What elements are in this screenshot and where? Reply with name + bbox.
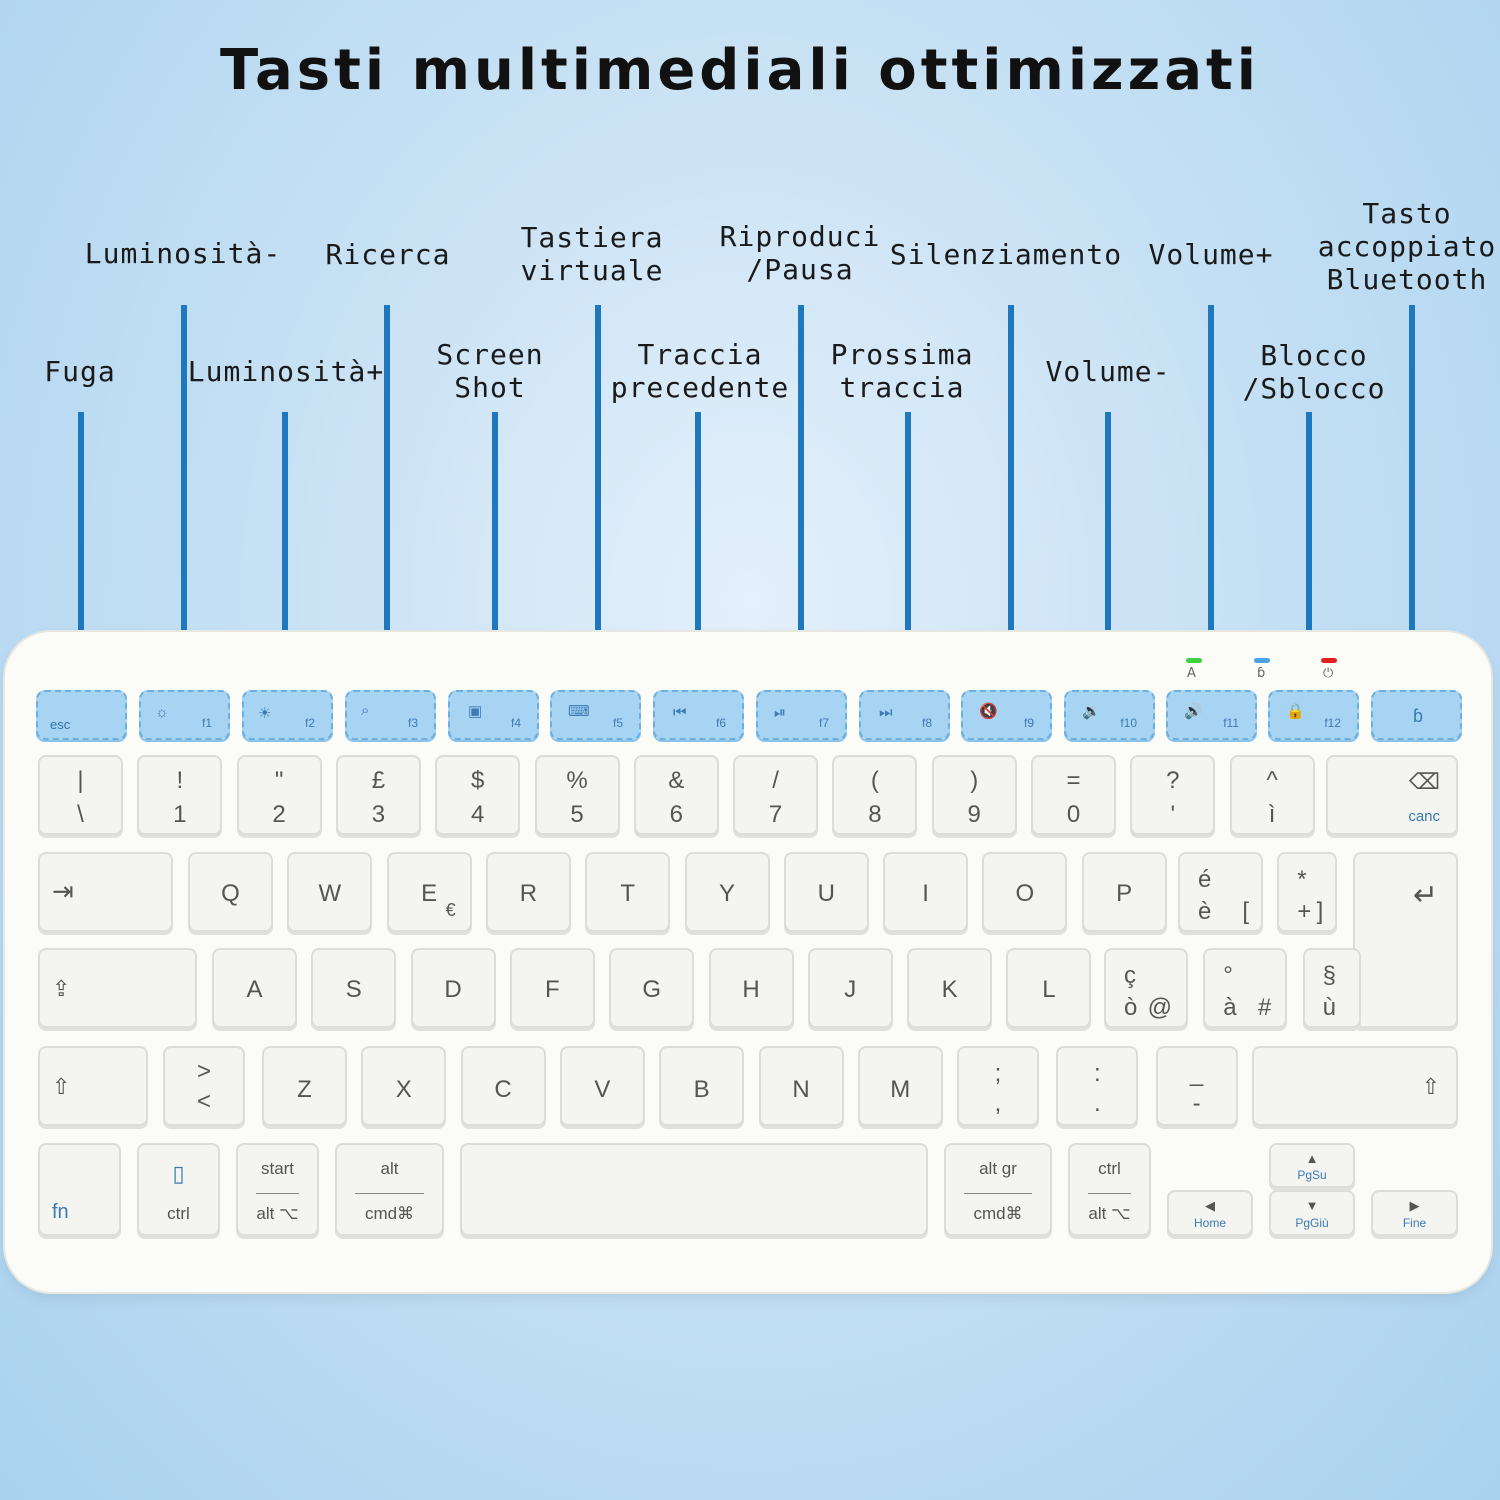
key-legend: € [445,900,456,920]
power-led-icon: ⏻ [1323,666,1334,681]
key-legend: 6 [669,801,683,828]
key-legend: U [817,880,835,907]
key-legend: 8 [868,801,882,828]
label-silenziamento: Silenziamento [889,238,1123,271]
key-f3[interactable]: ⌕ f3 [345,690,436,740]
key-letter[interactable] [262,1046,347,1126]
key-legend: ì [1268,801,1276,828]
key-symbol[interactable] [1056,1046,1138,1126]
key-letter[interactable] [585,852,670,932]
shift-icon: ⇧ [52,1074,71,1099]
key-home[interactable]: ◀ Home [1167,1190,1253,1236]
key-letter[interactable] [1006,948,1091,1028]
key-legend: 5 [570,801,584,828]
page-title: Tasti multimediali ottimizzati [220,38,1260,103]
key-letter[interactable] [560,1046,645,1126]
keyboard-icon: ⌨ [568,703,590,720]
label-volume-minus: Volume- [1045,355,1171,388]
label-traccia-precedente: Traccia precedente [610,338,790,404]
key-legend: ç [1124,962,1136,989]
key-legend: ! [176,767,184,794]
key-legend: - [1192,1090,1201,1117]
key-legend: + [1297,898,1312,925]
key-legend: ] [1316,898,1324,925]
key-f10[interactable]: 🔉 f10 [1064,690,1155,740]
key-legend: 2 [272,801,286,828]
key-legend: 4 [471,801,485,828]
key-angle-brackets[interactable]: > < [163,1046,245,1126]
label-bluetooth: Tasto accoppiato Bluetooth [1317,197,1497,296]
brightness-down-icon: ☼ [155,704,169,721]
key-space[interactable] [460,1143,928,1236]
key-legend: ) [970,767,979,794]
key-legend: ù [1322,994,1336,1021]
key-number[interactable] [38,755,123,835]
arrow-right-icon: ▶ [1409,1198,1420,1213]
key-legend: ^ [1266,767,1278,794]
key-legend: § [1322,962,1336,989]
caps-led [1186,658,1202,663]
key-legend: _ [1189,1060,1204,1087]
key-legend: : [1093,1060,1101,1087]
key-number[interactable] [237,755,322,835]
key-ctrl[interactable]: ▯ ctrl [137,1143,220,1236]
key-start-alt[interactable]: start alt ⌥ [236,1143,319,1236]
key-legend: N [792,1076,810,1103]
key-legend: D [444,976,462,1003]
key-ctrl-alt-right[interactable]: ctrl alt ⌥ [1068,1143,1151,1236]
bluetooth-icon: ɓ [1413,706,1424,726]
key-f6[interactable]: ⏮ f6 [653,690,744,740]
label-prossima-traccia: Prossima traccia [830,338,974,404]
key-legend: C [494,1076,512,1103]
key-altgr-cmd[interactable]: alt gr cmd⌘ [944,1143,1052,1236]
key-legend: S [345,976,362,1003]
key-legend: 9 [967,801,981,828]
key-letter[interactable] [287,852,372,932]
caps-lock-icon: ⇪ [52,976,71,1001]
key-letter[interactable] [387,852,472,932]
label-tastiera-virtuale: Tastiera virtuale [520,221,664,287]
key-right-shift[interactable] [1252,1046,1458,1126]
key-number[interactable] [1031,755,1116,835]
key-enter[interactable] [1353,852,1458,1028]
key-f4[interactable]: ▣ f4 [448,690,539,740]
key-legend: | [77,767,84,794]
key-number[interactable] [137,755,222,835]
key-legend: = [1066,767,1081,794]
key-letter[interactable] [685,852,770,932]
bluetooth-led [1254,658,1270,663]
key-letter[interactable] [784,852,869,932]
label-blocco-sblocco: Blocco /Sblocco [1242,339,1386,405]
key-legend: 3 [371,801,386,828]
label-ricerca: Ricerca [325,238,451,271]
key-legend: 1 [173,801,187,828]
key-number[interactable] [1130,755,1215,835]
key-fine[interactable]: ▶ Fine [1371,1190,1458,1236]
key-letter[interactable] [411,948,496,1028]
label-luminosita-minus: Luminosità- [84,237,282,270]
bluetooth-led-icon: ɓ [1257,666,1266,681]
caps-led-icon: A [1187,666,1196,681]
key-letter[interactable] [311,948,396,1028]
key-pgsu[interactable]: ▲ PgSu [1269,1143,1355,1188]
key-esc[interactable]: esc [36,690,127,740]
shift-icon: ⇧ [1421,1074,1440,1099]
key-legend: . [1093,1090,1101,1117]
key-legend: \ [77,801,84,828]
key-number[interactable] [1230,755,1315,835]
key-legend: M [890,1076,911,1103]
key-fn[interactable]: fn [38,1143,121,1236]
brightness-up-icon: ☀ [258,705,272,722]
key-letter[interactable] [808,948,893,1028]
lock-icon: 🔒 [1286,703,1305,720]
key-letter[interactable] [709,948,794,1028]
key-symbol[interactable] [957,1046,1039,1126]
key-f1[interactable]: ☼ f1 [139,690,230,740]
key-f5[interactable]: ⌨ f5 [550,690,641,740]
key-left-shift[interactable] [38,1046,148,1126]
tab-icon: ⇥ [52,876,74,906]
screenshot-icon: ▣ [468,703,483,720]
key-number[interactable] [535,755,620,835]
key-legend: H [742,976,760,1003]
key-symbol[interactable] [1104,948,1188,1028]
arrow-down-icon: ▼ [1305,1198,1319,1213]
key-f8[interactable]: ⏭ f8 [859,690,950,740]
key-legend: & [668,767,685,794]
key-number[interactable] [634,755,719,835]
key-legend: R [519,880,538,907]
key-pggiu[interactable]: ▼ PgGiù [1269,1190,1355,1236]
label-fuga: Fuga [44,355,116,388]
key-legend: V [594,1076,611,1103]
key-legend: / [772,767,779,794]
volume-down-icon: 🔉 [1082,703,1101,720]
key-symbol[interactable] [1203,948,1287,1028]
key-number[interactable] [832,755,917,835]
key-legend: " [274,767,284,794]
power-led [1321,658,1337,663]
key-symbol[interactable] [1303,948,1361,1028]
key-legend: 7 [768,801,783,828]
key-legend: * [1297,866,1307,893]
key-f9[interactable]: 🔇 f9 [961,690,1052,740]
key-tab[interactable] [38,852,173,932]
key-legend: ; [994,1060,1002,1087]
key-legend: , [994,1090,1002,1117]
key-letter[interactable] [982,852,1067,932]
key-symbol[interactable] [1178,852,1263,932]
key-legend: E [421,880,438,907]
label-riproduci-pausa: Riproduci /Pausa [719,220,881,286]
label-luminosita-plus: Luminosità+ [187,355,385,388]
key-legend: 0 [1066,801,1081,828]
key-f12[interactable]: 🔒 f12 [1268,690,1359,740]
key-legend: B [693,1076,710,1103]
search-icon: ⌕ [361,702,370,719]
key-caps-lock[interactable] [38,948,197,1028]
key-letter[interactable] [1082,852,1167,932]
key-legend: Z [297,1076,312,1103]
key-bluetooth[interactable] [1371,690,1462,740]
key-legend: à [1223,994,1237,1021]
key-letter[interactable] [510,948,595,1028]
battery-icon: ▯ [172,1161,185,1186]
key-legend: W [318,880,342,907]
key-legend: K [941,976,958,1003]
key-letter[interactable] [486,852,571,932]
key-legend: è [1198,898,1212,925]
key-letter[interactable] [659,1046,744,1126]
key-letter[interactable] [907,948,992,1028]
key-legend: T [620,880,636,907]
volume-up-icon: 🔊 [1184,703,1203,720]
key-backspace[interactable]: ⌫ canc [1326,755,1458,835]
key-legend: Q [221,880,240,907]
key-legend: O [1015,880,1035,907]
key-legend: ( [870,767,879,794]
key-alt-cmd[interactable]: alt cmd⌘ [335,1143,444,1236]
mute-icon: 🔇 [979,703,998,720]
key-legend: A [246,976,263,1003]
previous-track-icon: ⏮ [673,704,687,721]
key-symbol[interactable] [1277,852,1337,932]
backspace-icon: ⌫ [1408,769,1440,794]
enter-icon: ↵ [1412,879,1438,912]
key-letter[interactable] [609,948,694,1028]
key-legend: £ [371,767,386,794]
key-legend: # [1257,994,1272,1021]
key-legend: I [922,880,929,907]
key-legend: @ [1147,994,1172,1021]
key-legend: F [545,976,560,1003]
label-volume-plus: Volume+ [1148,238,1274,271]
arrow-left-icon: ◀ [1205,1198,1215,1213]
key-symbol[interactable] [1156,1046,1238,1126]
key-letter[interactable] [361,1046,446,1126]
label-screenshot: Screen Shot [436,338,544,404]
key-legend: ? [1166,767,1180,794]
key-letter[interactable] [461,1046,546,1126]
key-legend: P [1116,880,1133,907]
key-legend: G [642,976,662,1003]
key-legend: Y [718,880,735,907]
key-letter[interactable] [188,852,273,932]
play-pause-icon: ⏯ [774,704,787,721]
key-number[interactable] [336,755,421,835]
key-legend: J [844,976,857,1003]
key-letter[interactable] [858,1046,943,1126]
key-legend: ' [1170,801,1176,828]
key-legend: ò [1124,994,1138,1021]
key-letter[interactable] [212,948,297,1028]
key-legend: % [566,767,588,794]
key-legend: $ [471,767,485,794]
key-legend: X [395,1076,412,1103]
key-legend: é [1198,866,1212,893]
key-f2[interactable]: ☀ f2 [242,690,333,740]
key-number[interactable] [435,755,520,835]
key-legend: [ [1242,898,1249,925]
next-track-icon: ⏭ [879,704,893,721]
key-legend: ° [1223,962,1233,989]
key-legend: L [1042,976,1056,1003]
key-f7[interactable]: ⏯ f7 [756,690,847,740]
key-letter[interactable] [759,1046,844,1126]
key-number[interactable] [733,755,818,835]
key-letter[interactable] [883,852,968,932]
arrow-up-icon: ▲ [1305,1151,1319,1166]
key-number[interactable] [932,755,1017,835]
key-f11[interactable]: 🔊 f11 [1166,690,1257,740]
